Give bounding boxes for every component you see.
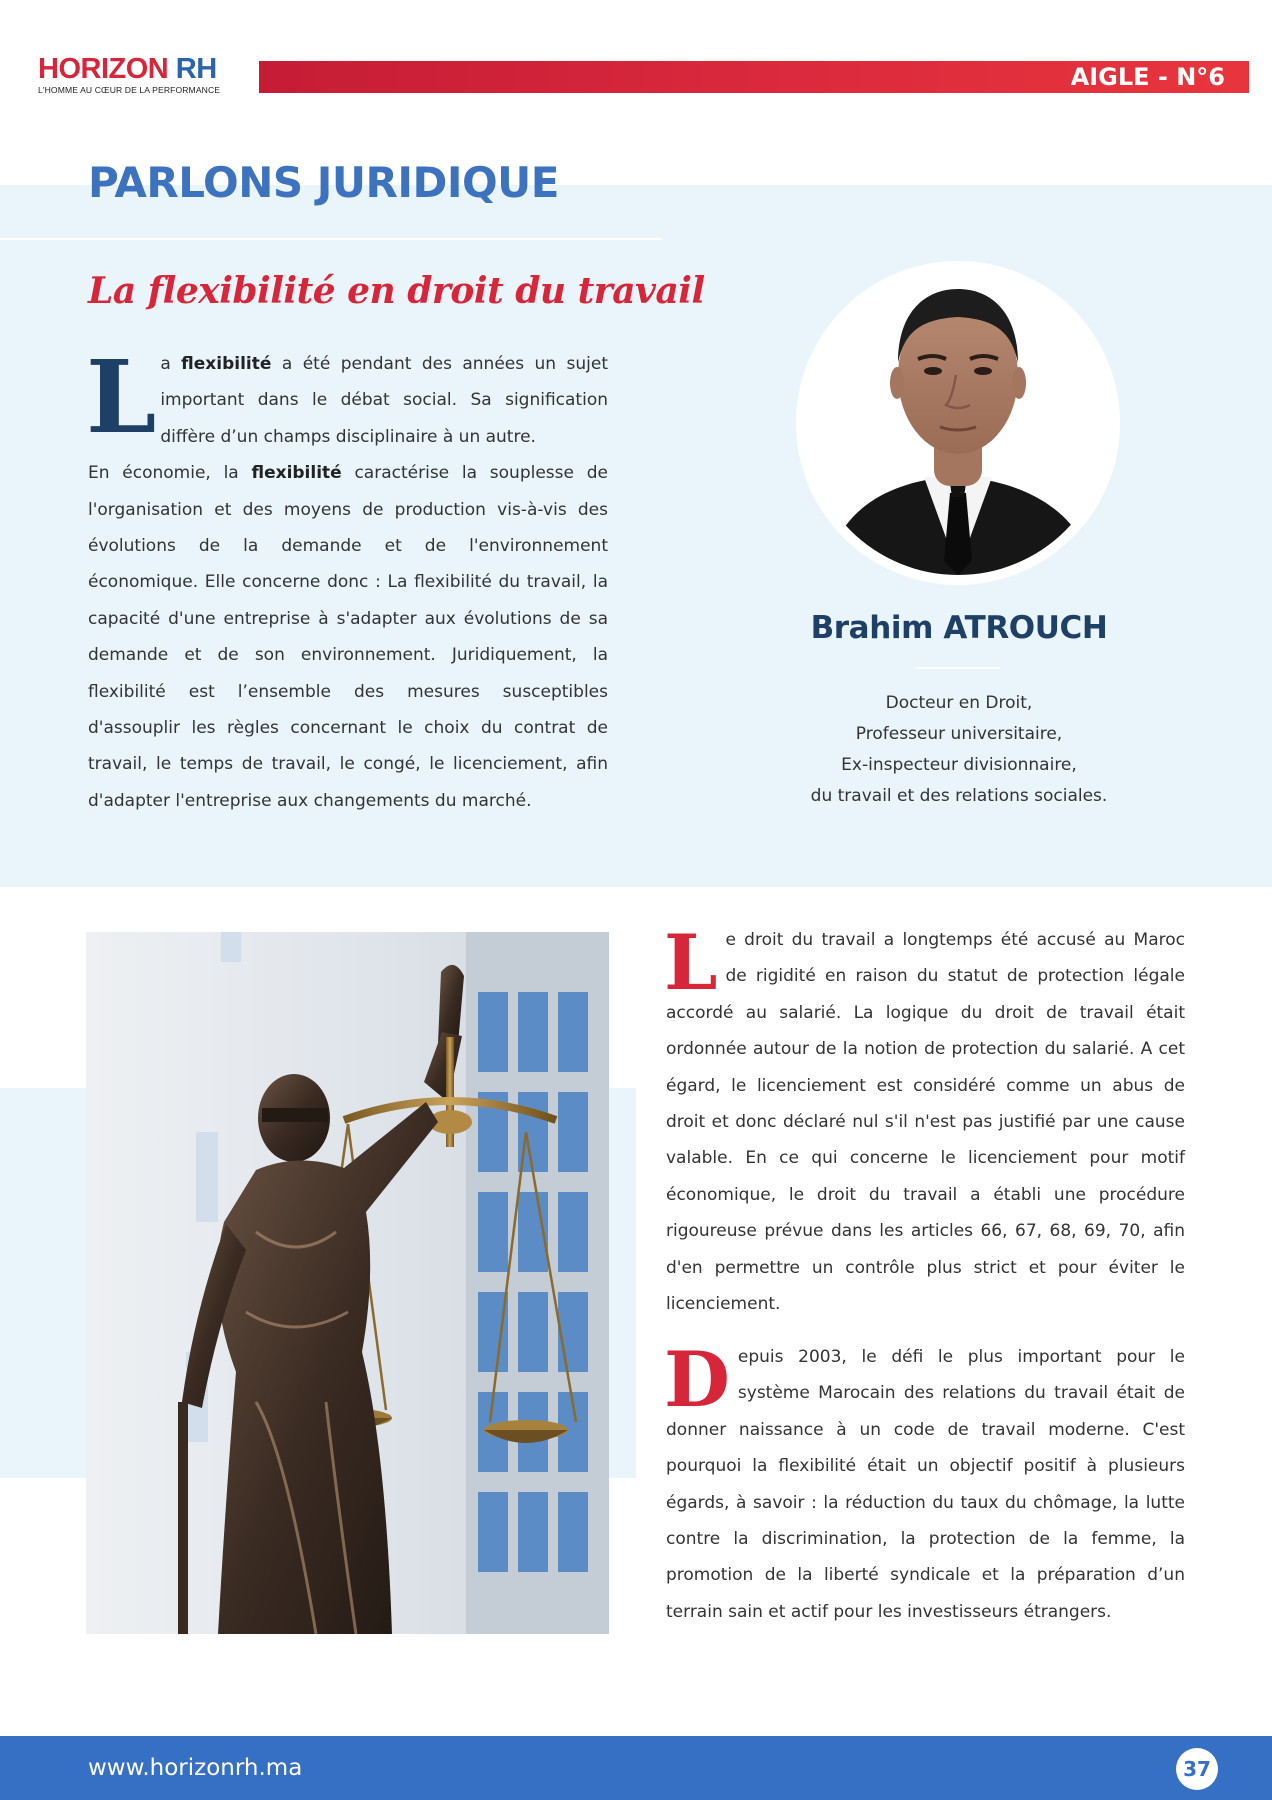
author-credentials	[760, 688, 1158, 812]
dropcap: D	[664, 1335, 730, 1424]
body-paragraph-1	[664, 918, 1185, 1322]
section-title: PARLONS JURIDIQUE	[88, 158, 559, 207]
logo-word-horizon: HORIZON	[38, 53, 169, 85]
logo-tagline: L'HOMME AU CŒUR DE LA PERFORMANCE	[38, 85, 221, 95]
brand-logo	[38, 54, 238, 95]
lady-justice-photo	[86, 932, 609, 1634]
header-bar	[259, 61, 1249, 93]
body-paragraph-2	[664, 1335, 1185, 1630]
body-text-1: e droit du travail a longtemps été accusé au Maroc de rigidité en raison du statut de protection légale accordé au salarié. La logique du droit de travail était ordonnée autour de la notion de protection du salarié. A cet égard, le licenciement est considéré comme un abus de droit et donc déclaré nul s'il n'est pas justifié par une cause valable. En ce qui concerne le licenciement pour motif économique, le droit du travail a établi une procédure rigoureuse prévue dans les articles 66, 67, 68, 69, 70, afin d'en permettre un contrôle plus strict et pour éviter le licenciement.	[666, 930, 1185, 1315]
intro-bold-term-2: flexibilité	[251, 463, 342, 484]
intro-text-a: a	[160, 354, 182, 374]
logo-title	[38, 54, 238, 84]
lady-justice-illustration	[86, 932, 609, 1634]
dropcap: L	[664, 918, 718, 1007]
page-number-badge: 37	[1176, 1748, 1218, 1790]
author-portrait	[796, 261, 1120, 585]
footer-bar	[0, 1736, 1272, 1800]
author-role-line: Docteur en Droit,	[885, 693, 1033, 713]
logo-word-rh: RH	[168, 53, 217, 85]
intro-text-d: caractérise la souplesse de l'organisation et des moyens de production vis-à-vis des évolutions de la demande et de l'environnement économique. Elle concerne donc : La flexibilité du travail, la capacité d'une entreprise à s'adapter aux évolutions de sa demande et de son environnement. Juridiquement, la flexibilité est l’ensemble des mesures susceptibles d'assouplir les règles concernant le choix du contrat de travail, le temps de travail, le congé, le licenciement, afin d'adapter l'entreprise aux changements du marché.	[88, 463, 608, 811]
issue-label: AIGLE - N°6	[1070, 63, 1225, 91]
author-role-line: Ex-inspecteur divisionnaire,	[841, 755, 1077, 775]
website-link[interactable]: www.horizonrh.ma	[88, 1755, 303, 1781]
band-divider	[0, 238, 662, 240]
author-role-line: du travail et des relations sociales.	[810, 786, 1108, 806]
author-role-line: Professeur universitaire,	[855, 724, 1063, 744]
intro-bold-term: flexibilité	[181, 354, 272, 374]
portrait-illustration	[806, 271, 1110, 575]
dropcap: L	[86, 338, 157, 456]
intro-paragraph	[86, 338, 608, 819]
author-divider	[916, 667, 1000, 669]
body-text-2: epuis 2003, le défi le plus important pour le système Marocain des relations du travail était de donner naissance à un code de travail moderne. C'est pourquoi la flexibilité était un objectif positif à plusieurs égards, à savoir : la réduction du taux du chômage, la lutte contre la discrimination, la protection de la femme, la promotion de la liberté syndicale et la préparation d’un terrain sain et actif pour les investisseurs étrangers.	[666, 1347, 1185, 1622]
intro-text-c: En économie, la	[88, 463, 252, 484]
author-photo	[806, 271, 1110, 575]
author-name: Brahim ATROUCH	[810, 610, 1108, 646]
article-title: La flexibilité en droit du travail	[88, 270, 705, 312]
intro-text-b: a été pendant des années un sujet important dans le débat social. Sa signification diffère d’un champs disciplinaire à un autre.	[160, 354, 608, 447]
